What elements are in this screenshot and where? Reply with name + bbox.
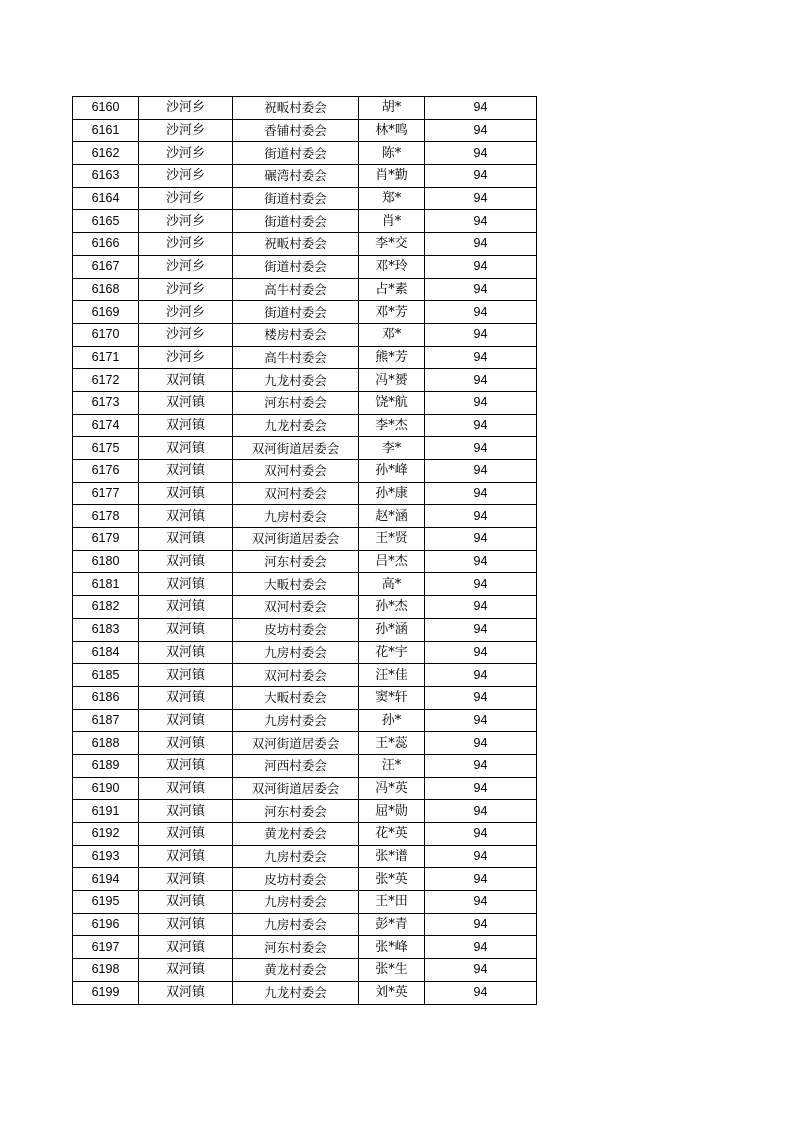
town-cell: 沙河乡 — [139, 301, 233, 324]
score-cell: 94 — [425, 686, 537, 709]
person-name-cell: 邓*芳 — [359, 301, 425, 324]
person-name-cell: 李*交 — [359, 233, 425, 256]
table-row — [73, 641, 537, 664]
person-name-cell: 刘*英 — [359, 981, 425, 1004]
town-cell: 双河镇 — [139, 845, 233, 868]
town-cell: 双河镇 — [139, 437, 233, 460]
town-cell: 双河镇 — [139, 891, 233, 914]
committee-cell: 高牛村委会 — [233, 278, 359, 301]
committee-cell: 祝畈村委会 — [233, 97, 359, 120]
table-row — [73, 255, 537, 278]
person-name-cell: 李* — [359, 437, 425, 460]
person-name-cell: 赵*涵 — [359, 505, 425, 528]
person-name-cell: 汪*佳 — [359, 664, 425, 687]
row-id-cell: 6171 — [73, 346, 139, 369]
table-row — [73, 732, 537, 755]
town-cell: 双河镇 — [139, 754, 233, 777]
person-name-cell: 张*峰 — [359, 936, 425, 959]
score-cell: 94 — [425, 301, 537, 324]
score-cell: 94 — [425, 187, 537, 210]
score-cell: 94 — [425, 868, 537, 891]
committee-cell: 九龙村委会 — [233, 981, 359, 1004]
table-row — [73, 823, 537, 846]
person-name-cell: 郑* — [359, 187, 425, 210]
score-cell: 94 — [425, 913, 537, 936]
row-id-cell: 6165 — [73, 210, 139, 233]
town-cell: 双河镇 — [139, 823, 233, 846]
committee-cell: 九龙村委会 — [233, 414, 359, 437]
person-name-cell: 屈*勋 — [359, 800, 425, 823]
town-cell: 双河镇 — [139, 959, 233, 982]
town-cell: 双河镇 — [139, 981, 233, 1004]
score-cell: 94 — [425, 255, 537, 278]
score-cell: 94 — [425, 709, 537, 732]
person-name-cell: 高* — [359, 573, 425, 596]
person-name-cell: 王*贤 — [359, 528, 425, 551]
committee-cell: 河东村委会 — [233, 936, 359, 959]
table-row — [73, 664, 537, 687]
table-row — [73, 936, 537, 959]
town-cell: 双河镇 — [139, 550, 233, 573]
table-row — [73, 505, 537, 528]
table-row — [73, 142, 537, 165]
person-name-cell: 林*鸣 — [359, 119, 425, 142]
town-cell: 双河镇 — [139, 868, 233, 891]
score-cell: 94 — [425, 641, 537, 664]
row-id-cell: 6173 — [73, 391, 139, 414]
table-row — [73, 301, 537, 324]
score-cell: 94 — [425, 732, 537, 755]
row-id-cell: 6178 — [73, 505, 139, 528]
committee-cell: 街道村委会 — [233, 142, 359, 165]
town-cell: 双河镇 — [139, 664, 233, 687]
person-name-cell: 王*蕊 — [359, 732, 425, 755]
committee-cell: 双河街道居委会 — [233, 437, 359, 460]
table-row — [73, 460, 537, 483]
row-id-cell: 6172 — [73, 369, 139, 392]
person-name-cell: 孙*涵 — [359, 618, 425, 641]
town-cell: 沙河乡 — [139, 278, 233, 301]
table-row — [73, 709, 537, 732]
row-id-cell: 6186 — [73, 686, 139, 709]
table-row — [73, 573, 537, 596]
person-name-cell: 花*宇 — [359, 641, 425, 664]
person-name-cell: 花*英 — [359, 823, 425, 846]
person-name-cell: 孙*康 — [359, 482, 425, 505]
score-cell: 94 — [425, 573, 537, 596]
person-name-cell: 王*田 — [359, 891, 425, 914]
score-cell: 94 — [425, 165, 537, 188]
row-id-cell: 6164 — [73, 187, 139, 210]
town-cell: 沙河乡 — [139, 97, 233, 120]
row-id-cell: 6196 — [73, 913, 139, 936]
score-cell: 94 — [425, 482, 537, 505]
score-cell: 94 — [425, 959, 537, 982]
score-cell: 94 — [425, 664, 537, 687]
score-cell: 94 — [425, 346, 537, 369]
table-row — [73, 550, 537, 573]
row-id-cell: 6191 — [73, 800, 139, 823]
row-id-cell: 6192 — [73, 823, 139, 846]
town-cell: 双河镇 — [139, 414, 233, 437]
row-id-cell: 6190 — [73, 777, 139, 800]
table-row — [73, 596, 537, 619]
table-row — [73, 323, 537, 346]
committee-cell: 街道村委会 — [233, 255, 359, 278]
row-id-cell: 6184 — [73, 641, 139, 664]
town-cell: 双河镇 — [139, 732, 233, 755]
score-cell: 94 — [425, 369, 537, 392]
committee-cell: 九龙村委会 — [233, 369, 359, 392]
town-cell: 沙河乡 — [139, 323, 233, 346]
table-row — [73, 278, 537, 301]
table-row — [73, 233, 537, 256]
row-id-cell: 6170 — [73, 323, 139, 346]
person-name-cell: 汪* — [359, 754, 425, 777]
committee-cell: 双河街道居委会 — [233, 528, 359, 551]
person-name-cell: 胡* — [359, 97, 425, 120]
town-cell: 沙河乡 — [139, 346, 233, 369]
table-row — [73, 165, 537, 188]
row-id-cell: 6168 — [73, 278, 139, 301]
score-cell: 94 — [425, 596, 537, 619]
committee-cell: 九房村委会 — [233, 641, 359, 664]
table-row — [73, 868, 537, 891]
town-cell: 沙河乡 — [139, 210, 233, 233]
row-id-cell: 6185 — [73, 664, 139, 687]
committee-cell: 街道村委会 — [233, 187, 359, 210]
score-cell: 94 — [425, 210, 537, 233]
row-id-cell: 6177 — [73, 482, 139, 505]
row-id-cell: 6199 — [73, 981, 139, 1004]
town-cell: 沙河乡 — [139, 255, 233, 278]
row-id-cell: 6174 — [73, 414, 139, 437]
committee-cell: 皮坊村委会 — [233, 618, 359, 641]
roster-body — [73, 97, 537, 1005]
committee-cell: 双河街道居委会 — [233, 777, 359, 800]
table-row — [73, 800, 537, 823]
score-cell: 94 — [425, 550, 537, 573]
town-cell: 双河镇 — [139, 709, 233, 732]
committee-cell: 祝畈村委会 — [233, 233, 359, 256]
town-cell: 双河镇 — [139, 936, 233, 959]
row-id-cell: 6162 — [73, 142, 139, 165]
committee-cell: 黄龙村委会 — [233, 959, 359, 982]
table-row — [73, 981, 537, 1004]
town-cell: 双河镇 — [139, 482, 233, 505]
roster-table — [72, 96, 537, 1005]
table-row — [73, 528, 537, 551]
score-cell: 94 — [425, 891, 537, 914]
score-cell: 94 — [425, 119, 537, 142]
committee-cell: 大畈村委会 — [233, 686, 359, 709]
person-name-cell: 冯*英 — [359, 777, 425, 800]
town-cell: 沙河乡 — [139, 119, 233, 142]
row-id-cell: 6183 — [73, 618, 139, 641]
score-cell: 94 — [425, 981, 537, 1004]
table-row — [73, 845, 537, 868]
table-row — [73, 437, 537, 460]
table-row — [73, 891, 537, 914]
person-name-cell: 冯*赟 — [359, 369, 425, 392]
committee-cell: 街道村委会 — [233, 301, 359, 324]
score-cell: 94 — [425, 323, 537, 346]
table-row — [73, 777, 537, 800]
table-row — [73, 97, 537, 120]
town-cell: 双河镇 — [139, 505, 233, 528]
town-cell: 双河镇 — [139, 573, 233, 596]
score-cell: 94 — [425, 777, 537, 800]
row-id-cell: 6179 — [73, 528, 139, 551]
town-cell: 双河镇 — [139, 391, 233, 414]
town-cell: 双河镇 — [139, 777, 233, 800]
row-id-cell: 6194 — [73, 868, 139, 891]
row-id-cell: 6189 — [73, 754, 139, 777]
row-id-cell: 6175 — [73, 437, 139, 460]
row-id-cell: 6167 — [73, 255, 139, 278]
person-name-cell: 熊*芳 — [359, 346, 425, 369]
town-cell: 双河镇 — [139, 913, 233, 936]
town-cell: 双河镇 — [139, 618, 233, 641]
score-cell: 94 — [425, 845, 537, 868]
committee-cell: 碾湾村委会 — [233, 165, 359, 188]
person-name-cell: 窦*轩 — [359, 686, 425, 709]
row-id-cell: 6180 — [73, 550, 139, 573]
score-cell: 94 — [425, 460, 537, 483]
person-name-cell: 李*杰 — [359, 414, 425, 437]
score-cell: 94 — [425, 233, 537, 256]
town-cell: 双河镇 — [139, 460, 233, 483]
person-name-cell: 张*生 — [359, 959, 425, 982]
town-cell: 双河镇 — [139, 686, 233, 709]
committee-cell: 河东村委会 — [233, 391, 359, 414]
table-row — [73, 210, 537, 233]
score-cell: 94 — [425, 936, 537, 959]
table-row — [73, 618, 537, 641]
person-name-cell: 吕*杰 — [359, 550, 425, 573]
town-cell: 双河镇 — [139, 528, 233, 551]
town-cell: 沙河乡 — [139, 142, 233, 165]
person-name-cell: 肖*勤 — [359, 165, 425, 188]
committee-cell: 河东村委会 — [233, 800, 359, 823]
committee-cell: 九房村委会 — [233, 913, 359, 936]
score-cell: 94 — [425, 97, 537, 120]
person-name-cell: 张*英 — [359, 868, 425, 891]
committee-cell: 楼房村委会 — [233, 323, 359, 346]
score-cell: 94 — [425, 823, 537, 846]
committee-cell: 大畈村委会 — [233, 573, 359, 596]
table-row — [73, 119, 537, 142]
committee-cell: 河东村委会 — [233, 550, 359, 573]
person-name-cell: 陈* — [359, 142, 425, 165]
committee-cell: 皮坊村委会 — [233, 868, 359, 891]
town-cell: 沙河乡 — [139, 187, 233, 210]
row-id-cell: 6181 — [73, 573, 139, 596]
committee-cell: 黄龙村委会 — [233, 823, 359, 846]
committee-cell: 双河街道居委会 — [233, 732, 359, 755]
town-cell: 双河镇 — [139, 641, 233, 664]
row-id-cell: 6188 — [73, 732, 139, 755]
committee-cell: 香铺村委会 — [233, 119, 359, 142]
row-id-cell: 6197 — [73, 936, 139, 959]
score-cell: 94 — [425, 437, 537, 460]
person-name-cell: 彭*青 — [359, 913, 425, 936]
committee-cell: 九房村委会 — [233, 845, 359, 868]
table-row — [73, 391, 537, 414]
person-name-cell: 张*谱 — [359, 845, 425, 868]
person-name-cell: 邓*玲 — [359, 255, 425, 278]
committee-cell: 九房村委会 — [233, 891, 359, 914]
person-name-cell: 孙*杰 — [359, 596, 425, 619]
row-id-cell: 6161 — [73, 119, 139, 142]
score-cell: 94 — [425, 278, 537, 301]
person-name-cell: 饶*航 — [359, 391, 425, 414]
table-row — [73, 346, 537, 369]
table-row — [73, 369, 537, 392]
town-cell: 双河镇 — [139, 369, 233, 392]
person-name-cell: 邓* — [359, 323, 425, 346]
row-id-cell: 6169 — [73, 301, 139, 324]
table-row — [73, 959, 537, 982]
town-cell: 双河镇 — [139, 596, 233, 619]
person-name-cell: 肖* — [359, 210, 425, 233]
row-id-cell: 6176 — [73, 460, 139, 483]
table-row — [73, 482, 537, 505]
score-cell: 94 — [425, 142, 537, 165]
table-row — [73, 686, 537, 709]
score-cell: 94 — [425, 391, 537, 414]
town-cell: 沙河乡 — [139, 165, 233, 188]
table-row — [73, 754, 537, 777]
row-id-cell: 6195 — [73, 891, 139, 914]
score-cell: 94 — [425, 754, 537, 777]
committee-cell: 九房村委会 — [233, 709, 359, 732]
score-cell: 94 — [425, 800, 537, 823]
committee-cell: 高牛村委会 — [233, 346, 359, 369]
score-cell: 94 — [425, 505, 537, 528]
row-id-cell: 6160 — [73, 97, 139, 120]
committee-cell: 九房村委会 — [233, 505, 359, 528]
table-row — [73, 187, 537, 210]
town-cell: 双河镇 — [139, 800, 233, 823]
score-cell: 94 — [425, 618, 537, 641]
town-cell: 沙河乡 — [139, 233, 233, 256]
score-cell: 94 — [425, 414, 537, 437]
committee-cell: 双河村委会 — [233, 596, 359, 619]
row-id-cell: 6182 — [73, 596, 139, 619]
person-name-cell: 孙* — [359, 709, 425, 732]
committee-cell: 双河村委会 — [233, 664, 359, 687]
committee-cell: 河西村委会 — [233, 754, 359, 777]
committee-cell: 街道村委会 — [233, 210, 359, 233]
row-id-cell: 6187 — [73, 709, 139, 732]
person-name-cell: 占*素 — [359, 278, 425, 301]
table-row — [73, 913, 537, 936]
person-name-cell: 孙*峰 — [359, 460, 425, 483]
row-id-cell: 6166 — [73, 233, 139, 256]
score-cell: 94 — [425, 528, 537, 551]
row-id-cell: 6198 — [73, 959, 139, 982]
row-id-cell: 6163 — [73, 165, 139, 188]
committee-cell: 双河村委会 — [233, 482, 359, 505]
row-id-cell: 6193 — [73, 845, 139, 868]
committee-cell: 双河村委会 — [233, 460, 359, 483]
table-row — [73, 414, 537, 437]
